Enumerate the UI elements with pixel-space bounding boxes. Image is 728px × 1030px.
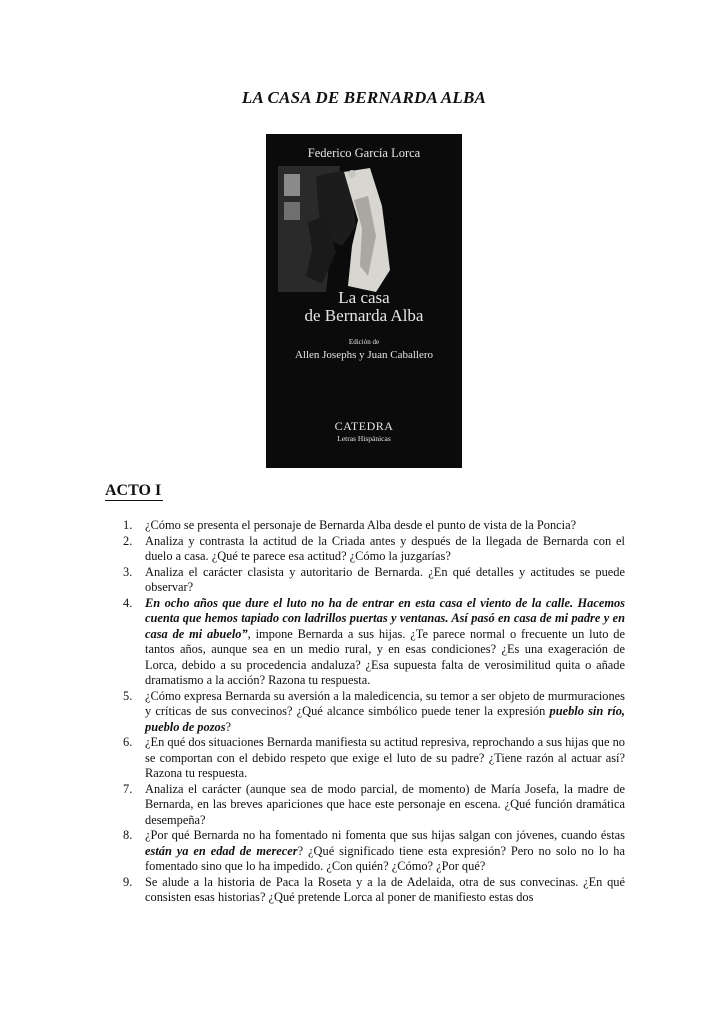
cover-edition-label: Edición de (348, 338, 380, 346)
question-text-fragment: ? (225, 719, 232, 734)
question-number: 8. (123, 828, 133, 842)
question-text (145, 782, 625, 827)
question-item (123, 565, 625, 596)
question-number: 2. (123, 533, 133, 548)
question-text-fragment: Analiza y contrasta la actitud de la Criada antes y después de la llegada de Bernarda con el duelo a casa. ¿Qué te parece esa actitud? ¿Cómo la juzgarías? (145, 533, 625, 563)
question-item (123, 689, 625, 736)
cover-collection: Letras Hispánicas (337, 434, 391, 443)
question-item (123, 782, 625, 829)
question-text (145, 875, 625, 905)
question-text (145, 735, 625, 780)
question-number: 5. (123, 688, 133, 703)
question-number: 4. (123, 595, 133, 610)
cover-illustration (278, 166, 396, 292)
question-text-fragment: ¿En qué dos situaciones Bernarda manifiesta su actitud represiva, reprochando a sus hijas que no se comportan con el debido respeto que exige el luto de su padre? ¿Tiene razón al actuar así? Razona tu respuesta. (145, 735, 625, 780)
cover-title-line1: La casa (338, 288, 390, 307)
questions-list (123, 518, 625, 906)
cover-editors: Allen Josephs y Juan Caballero (294, 349, 434, 361)
question-text (145, 518, 576, 532)
question-number: 3. (123, 564, 133, 579)
question-number: 6. (123, 735, 133, 749)
question-item (123, 875, 625, 906)
question-number: 1. (123, 518, 133, 532)
question-text-fragment: ¿Por qué Bernarda no ha fomentado ni fomenta que sus hijas salgan con jóvenes, cuando éstas (145, 828, 625, 842)
question-text (145, 534, 625, 564)
question-text (145, 828, 625, 873)
question-text (145, 689, 625, 734)
question-item (123, 518, 625, 534)
book-cover-image (266, 134, 462, 468)
quoted-emphasis: pueblo sin río, pueblo de pozos (145, 704, 626, 734)
question-number: 7. (123, 781, 133, 796)
cover-title-line2: de Bernarda Alba (304, 306, 424, 325)
question-text (145, 565, 625, 595)
question-item (123, 828, 625, 875)
question-text-fragment: Se alude a la historia de Paca la Roseta y a la de Adelaida, otra de sus convecinas. ¿En qué consisten esas historias? ¿Qué pretende Lorca al poner de manifiesto estas dos (145, 874, 625, 904)
question-text-fragment: ? ¿Qué significado tiene esta expresión? Pero no solo no lo ha fomentado sino que lo ha impedido. ¿Con quién? ¿Cómo? ¿Por qué? (145, 843, 625, 873)
question-text-fragment: ¿Cómo se presenta el personaje de Bernarda Alba desde el punto de vista de la Poncia? (145, 518, 577, 532)
cover-publisher: CATEDRA (334, 419, 394, 433)
question-text (145, 596, 625, 688)
question-text-fragment: , impone Bernarda a sus hijas. ¿Te parece normal o frecuente un luto de tantos años, aunque sea en un medio rural, y en esas condiciones? ¿Es una exageración de Lorca, debido a su procedencia andaluza? ¿Esa supuesta falta de verosimilitud quita o añade dramatismo a la acción? Razona tu respuesta. (145, 626, 625, 687)
quoted-emphasis: están ya en edad de merecer (145, 843, 298, 858)
quoted-emphasis: En ocho años que dure el luto no ha de entrar en esta casa el viento de la calle. Hacemos cuenta que hemos tapiado con ladrillos puertas y ventanas. Así pasó en casa de mi padre y en casa de mi abuelo” (145, 595, 625, 641)
question-item (123, 596, 625, 689)
question-text-fragment: Analiza el carácter (aunque sea de modo parcial, de momento) de María Josefa, la madre de Bernarda, en las breves apariciones que hace este personaje en escena. ¿Qué función dramática desempeña? (145, 781, 625, 827)
question-text-fragment: Analiza el carácter clasista y autoritario de Bernarda. ¿En qué detalles y actitudes se puede observar? (145, 564, 625, 594)
question-item (123, 534, 625, 565)
cover-author: Federico García Lorca (307, 146, 421, 160)
section-heading: ACTO I (105, 482, 162, 499)
question-text-fragment: ¿Cómo expresa Bernarda su aversión a la maledicencia, su temor a ser objeto de murmuraciones y críticas de sus convecinos? ¿Qué alcance simbólico puede tener la expresión (145, 688, 625, 718)
question-number: 9. (123, 874, 133, 889)
question-item (123, 735, 625, 782)
document-title: LA CASA DE BERNARDA ALBA (241, 88, 487, 107)
